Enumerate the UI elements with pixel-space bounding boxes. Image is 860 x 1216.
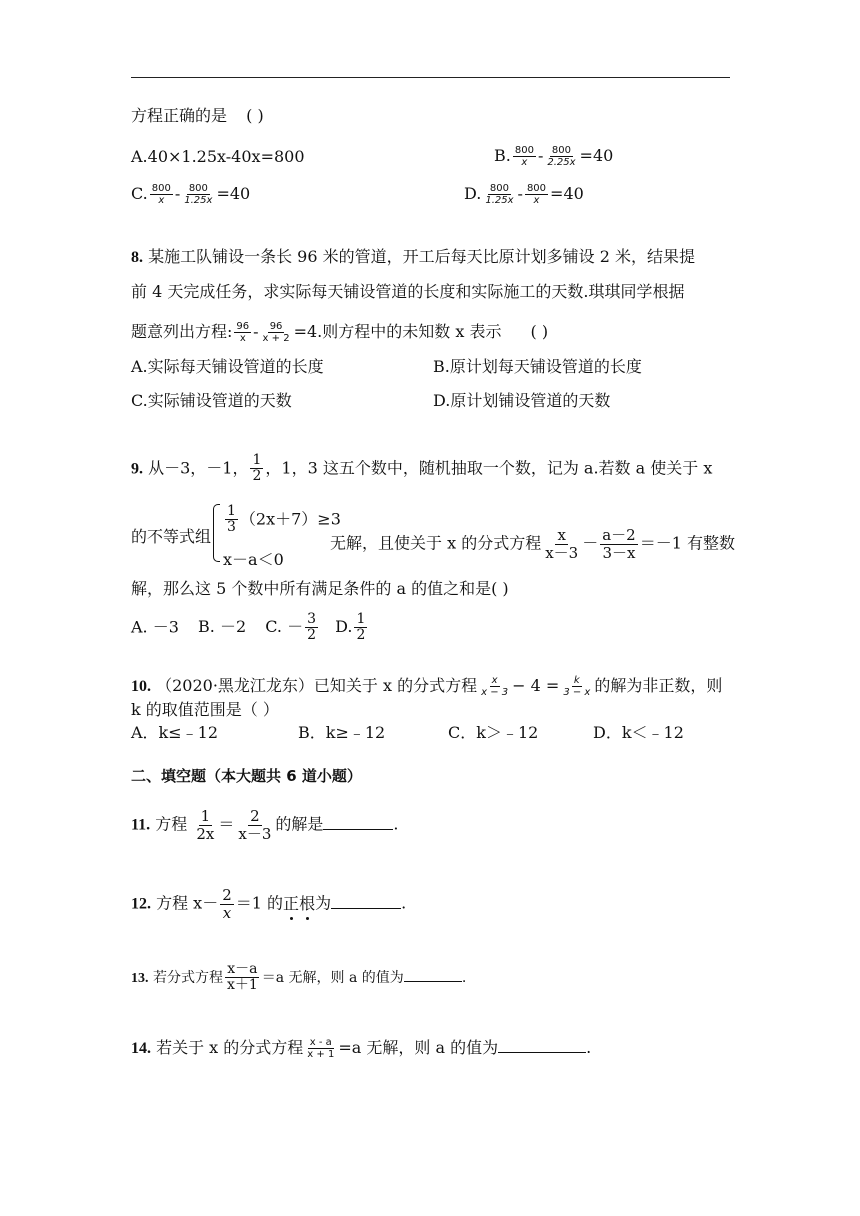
q10-option-d: D．k＜﹣12 (593, 723, 684, 742)
q11-frac2: $\frac{2}{x-3}$ (238, 807, 272, 843)
q10-option-b: B．k≥﹣12 (298, 723, 386, 742)
q7-c-frac2: $\frac{800}{1.25x}$ (184, 183, 213, 206)
q12-frac: $\frac{2}{x}$ (222, 886, 232, 922)
q8-frac2: $\frac{96}{x + 2}$ (262, 321, 290, 344)
q7-option-b: B. $\frac{800}{x}$ - $\frac{800}{2.25x}$ =40 (494, 145, 614, 168)
q9-option-d: D. $\frac{1}{2}$ (335, 611, 366, 644)
section-title: 二、填空题（本大题共 6 道小题） (131, 767, 362, 785)
q9-brace (213, 504, 220, 562)
q7-b-frac1: $\frac{800}{x}$ (514, 145, 534, 168)
header-rule (131, 77, 730, 78)
q7-d-frac1: $\frac{800}{1.25x}$ (485, 183, 514, 206)
q7-c-frac1: $\frac{800}{x}$ (151, 183, 171, 206)
q11-answer-blank[interactable] (323, 829, 393, 830)
q7-d-frac2: $\frac{800}{x}$ (526, 183, 547, 206)
q14: 14. 若关于 x 的分式方程 $\frac{x - a}{x + 1}$ =a 无解，则 a 的值为 . (131, 1037, 592, 1060)
q13: 13. 若分式方程 $\frac{x-a}{x+1}$ ＝a 无解，则 a 的值为 . (131, 961, 467, 994)
q9-system-row2: x－a＜0 (223, 550, 284, 569)
q9-line2-rest: 无解，且使关于 x 的分式方程 $\frac{x}{x-3}$ － $\frac{a-2}{3-x}$ ＝－1 有整数 (330, 526, 736, 562)
q12-answer-blank[interactable] (331, 908, 401, 909)
q7-option-a: A.40×1.25x-40x=800 (131, 147, 305, 166)
q8-frac1: $\frac{96}{x}$ (236, 321, 250, 344)
q14-frac: $\frac{x - a}{x + 1}$ (307, 1037, 335, 1060)
q10-line1: 10. （2020·黑龙江龙东）已知关于 x 的分式方程 $\frac{x}{x - 3}$ − 4 = $\frac{k}{3 - x}$ 的解为非正数，则 (131, 675, 723, 698)
q8-line2: 前 4 天完成任务，求实际每天铺设管道的长度和实际施工的天数.琪琪同学根据 (131, 282, 685, 301)
q13-frac: $\frac{x-a}{x+1}$ (226, 961, 258, 994)
q8-line1: 8. 某施工队铺设一条长 96 米的管道，开工后每天比原计划多铺设 2 米，结果提 (131, 247, 695, 266)
q8-line3: 题意列出方程: $\frac{96}{x}$ - $\frac{96}{x + 2}$ =4.则方程中的未知数 x 表示 ( ) (131, 321, 549, 344)
q9-frac1: $\frac{x}{x-3}$ (545, 526, 579, 562)
q10-option-c: C．k＞﹣12 (448, 723, 539, 742)
q9-inequality-system (213, 503, 341, 569)
q9-line2-pre: 的不等式组 (131, 527, 212, 546)
q7-option-d: D. $\frac{800}{1.25x}$ - $\frac{800}{x}$ =40 (464, 183, 584, 206)
q11: 11. 方程 $\frac{1}{2x}$ ＝ $\frac{2}{x-3}$ 的解是 . (131, 807, 399, 843)
q9-option-a: A. －3 (131, 617, 179, 637)
q9-half-frac: $\frac{1}{2}$ (252, 452, 262, 485)
q7-b-frac2: $\frac{800}{2.25x}$ (547, 145, 576, 168)
q11-frac1: $\frac{1}{2x}$ (196, 807, 215, 843)
q10-frac1: $\frac{x}{x - 3}$ (481, 675, 509, 698)
q8-option-c: C.实际铺设管道的天数 (131, 391, 292, 410)
q9-option-b: B. －2 (198, 617, 247, 637)
q8-option-d: D.原计划铺设管道的天数 (433, 391, 611, 410)
q10-line2: k 的取值范围是（ ） (131, 700, 279, 719)
q10-option-a: A．k≤﹣12 (131, 723, 219, 742)
q13-answer-blank[interactable] (404, 981, 462, 982)
q12: 12. 方程 x－ $\frac{2}{x}$ ＝1 的正根为 . (131, 886, 407, 922)
q9-line3: 解，那么这 5 个数中所有满足条件的 a 的值之和是( ) (131, 579, 509, 598)
q9-line1: 9. 从－3，－1， $\frac{1}{2}$ ，1，3 这五个数中，随机抽取一个数，记为 a.若数 a 使关于 x (131, 452, 713, 485)
q14-answer-blank[interactable] (498, 1052, 586, 1053)
q9-frac2: $\frac{a-2}{3-x}$ (602, 526, 636, 562)
q7-option-c: C. $\frac{800}{x}$ - $\frac{800}{1.25x}$ =40 (131, 183, 251, 206)
q9-system-row1: $\frac{1}{3}$ （2x＋7）≥3 (227, 503, 341, 536)
q9-option-c: C. － $\frac{3}{2}$ (265, 611, 317, 644)
q9-options (131, 612, 369, 644)
q8-option-b: B.原计划每天铺设管道的长度 (433, 357, 642, 376)
q8-option-a: A.实际每天铺设管道的长度 (131, 357, 324, 376)
q7-stem: 方程正确的是 ( ) (131, 106, 264, 125)
q10-frac2: $\frac{k}{3 - x}$ (563, 675, 591, 698)
